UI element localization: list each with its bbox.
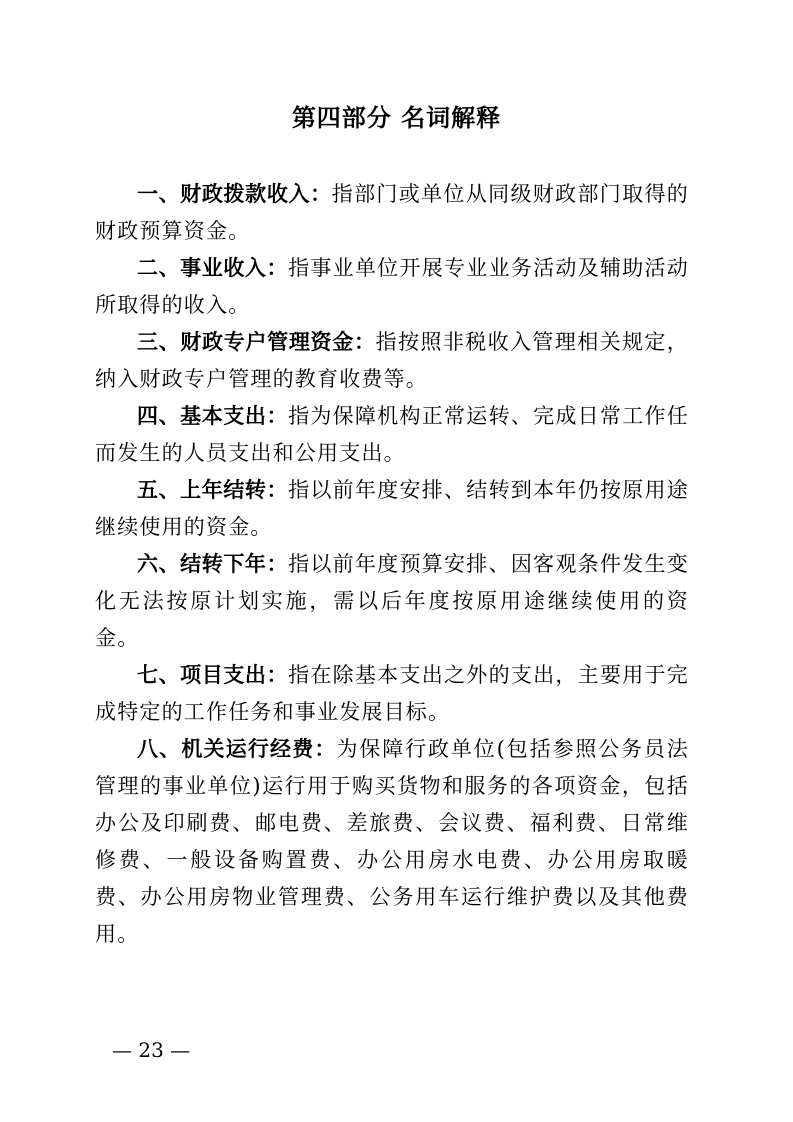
term-definition: 指以前年度安排、结转到本年仍按原用途继续使用的资金。 bbox=[95, 478, 690, 539]
term-item bbox=[95, 324, 689, 398]
term-definition: 为保障行政单位(包括参照公务员法管理的事业单位)运行用于购买货物和服务的各项资金，包括办公及印刷费、邮电费、差旅费、会议费、福利费、日常维修费、一般设备购置费、办公用房水电费、办公用房取暖费、办公用房物业管理费、公务用车运行维护费以及其他费用。 bbox=[95, 737, 689, 946]
term-definition: 指部门或单位从同级财政部门取得的财政预算资金。 bbox=[95, 182, 690, 243]
term-list bbox=[95, 176, 689, 953]
term-definition: 指为保障机构正常运转、完成日常工作任而发生的人员支出和公用支出。 bbox=[95, 404, 690, 465]
term-name: 一、财政拨款收入： bbox=[137, 182, 332, 206]
term-name: 八、机关运行经费： bbox=[137, 737, 337, 761]
term-item bbox=[95, 176, 689, 250]
page-number: — 23 — bbox=[112, 1038, 191, 1062]
term-name: 二、事业收入： bbox=[137, 256, 289, 280]
term-name: 六、结转下年： bbox=[137, 552, 289, 576]
term-definition: 指在除基本支出之外的支出，主要用于完成特定的工作任务和事业发展目标。 bbox=[95, 663, 690, 724]
term-item bbox=[95, 398, 689, 472]
term-name: 五、上年结转： bbox=[137, 478, 289, 502]
term-definition: 指事业单位开展专业业务活动及辅助活动所取得的收入。 bbox=[95, 256, 690, 317]
term-name: 三、财政专户管理资金： bbox=[137, 330, 376, 354]
term-item bbox=[95, 250, 689, 324]
term-definition: 指按照非税收入管理相关规定，纳入财政专户管理的教育收费等。 bbox=[95, 330, 689, 391]
term-name: 七、项目支出： bbox=[137, 663, 289, 687]
term-name: 四、基本支出： bbox=[137, 404, 289, 428]
term-item bbox=[95, 657, 689, 731]
page-title: 第四部分 名词解释 bbox=[291, 103, 502, 132]
term-item bbox=[95, 472, 689, 546]
term-definition: 指以前年度预算安排、因客观条件发生变化无法按原计划实施，需以后年度按原用途继续使用的资金。 bbox=[95, 552, 690, 650]
term-item bbox=[95, 731, 689, 953]
term-item bbox=[95, 546, 689, 657]
